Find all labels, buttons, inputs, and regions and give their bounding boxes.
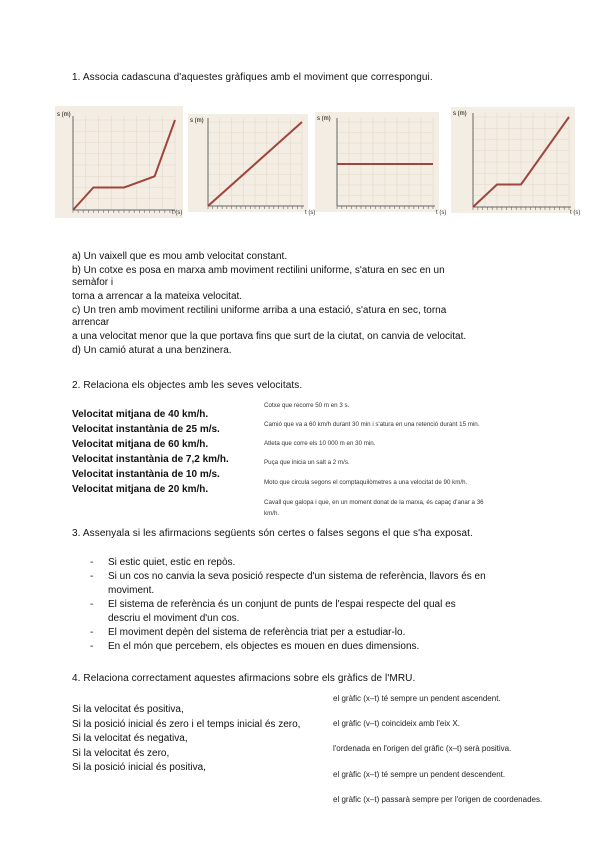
q4-right-item: el gràfic (x–t) té sempre un pendent descendent. <box>333 770 506 779</box>
graph-3-x-label: t (s) <box>436 210 447 216</box>
q2-left-item: Velocitat instantània de 25 m/s. <box>72 424 220 435</box>
q3-title: 3. Assenyala si les afirmacions següents són certes o falses segons el que s'ha exposat. <box>72 528 473 539</box>
q3-item: El moviment depèn del sistema de referència triat per a estudiar-lo. <box>108 627 406 638</box>
q4-left-list <box>72 703 332 776</box>
q3-list <box>90 556 540 654</box>
graph-2-svg <box>188 114 308 212</box>
graph-4-svg <box>451 107 575 213</box>
q4-left-item: Si la velocitat és zero, <box>72 747 170 759</box>
q4-right-item: el gràfic (x–t) té sempre un pendent ascendent. <box>333 694 501 703</box>
q2-left-list <box>72 409 267 499</box>
q1-item-b-cont2: torna a arrencar a la mateixa velocitat. <box>72 291 243 302</box>
q4-right-item: l'ordenada en l'origen del gràfic (x–t) serà positiva. <box>333 744 512 753</box>
bullet-dash-icon: - <box>90 627 94 638</box>
graph-3 <box>315 112 439 212</box>
q4-left-item: Si la velocitat és negativa, <box>72 733 188 744</box>
graph-2-y-label: s (m) <box>190 118 204 124</box>
q1-item-a: a) Un vaixell que es mou amb velocitat constant. <box>72 251 288 262</box>
q3-item: Si un cos no canvia la seva posició respecte d'un sistema de referència, llavors és en <box>108 571 486 582</box>
graph-4-y-label: s (m) <box>453 111 467 117</box>
q2-left-item: Velocitat instantània de 10 m/s. <box>72 469 220 480</box>
q4-right-item: el gràfic (v–t) coincideix amb l'eix X. <box>333 719 460 728</box>
q2-right-item: Puça que inicia un salt a 2 m/s. <box>264 459 350 466</box>
graph-4 <box>451 107 575 213</box>
q3-item-cont: moviment. <box>108 585 155 596</box>
q2-left-item: Velocitat mitjana de 20 km/h. <box>72 484 209 495</box>
bullet-dash-icon: - <box>90 599 94 610</box>
q1-item-d: d) Un camió aturat a una benzinera. <box>72 345 232 356</box>
graph-2-x-label: t (s) <box>305 210 316 216</box>
q2-left-item: Velocitat instantània de 7,2 km/h. <box>72 454 229 465</box>
graph-2 <box>188 114 308 212</box>
q2-title: 2. Relaciona els objectes amb les seves velocitats. <box>72 380 303 391</box>
q1-item-b-cont: semàfor i <box>72 277 114 288</box>
q1-items <box>72 251 592 357</box>
q4-left-item: Si la posició inicial és zero i el temps inicial és zero, <box>72 718 301 730</box>
q2-right-item: Cavall que galopa i que, en un moment donat de la marxa, és capaç d'anar a 36 <box>264 499 484 506</box>
q2-right-item: Cotxe que recorre 50 m en 3 s. <box>264 402 350 409</box>
q2-right-item: Camió que va a 60 km/h durant 30 min i s'atura en una retenció durant 15 min. <box>264 421 480 428</box>
graph-1-y-label: s (m) <box>57 112 71 118</box>
q2-right-item: Atleta que corre els 10 000 m en 30 min. <box>264 440 376 447</box>
q2-right-item-cont: km/h. <box>264 510 280 517</box>
q2-left-item: Velocitat mitjana de 60 km/h. <box>72 439 209 450</box>
q2-left-item: Velocitat mitjana de 40 km/h. <box>72 409 209 420</box>
q2-right-item: Moto que circula segons el comptaquilòmetres a una velocitat de 90 km/h. <box>264 479 468 486</box>
graph-1-x-label: t (s) <box>172 210 183 216</box>
q4-left-item: Si la posició inicial és positiva, <box>72 762 206 773</box>
q3-item: El sistema de referència és un conjunt de punts de l'espai respecte del qual es <box>108 599 456 610</box>
graph-4-x-label: t (s) <box>570 210 581 216</box>
graph-3-y-label: s (m) <box>317 116 331 122</box>
q1-item-c-cont: arrencar <box>72 317 110 328</box>
q4-left-item: Si la velocitat és positiva, <box>72 704 184 715</box>
graph-3-svg <box>315 112 439 212</box>
q1-title: 1. Associa cadascuna d'aquestes gràfiques amb el moviment que correspongui. <box>72 72 433 83</box>
bullet-dash-icon: - <box>90 571 94 582</box>
q1-item-b: b) Un cotxe es posa en marxa amb moviment rectilini uniforme, s'atura en sec en un <box>72 265 445 276</box>
graph-1 <box>55 106 183 218</box>
bullet-dash-icon: - <box>90 557 94 568</box>
q4-title: 4. Relaciona correctament aquestes afirmacions sobre els gràfics de l'MRU. <box>72 673 416 684</box>
q1-item-c: c) Un tren amb moviment rectilini uniforme arriba a una estació, s'atura en sec, torna <box>72 305 447 316</box>
bullet-dash-icon: - <box>90 641 94 652</box>
q1-item-c-cont2: a una velocitat menor que la que portava fins que surt de la ciutat, on canvia de velocitat. <box>72 331 467 342</box>
q3-item: En el món que percebem, els objectes es mouen en dues dimensions. <box>108 641 420 652</box>
q4-right-item: el gràfic (x–t) passarà sempre per l'origen de coordenades. <box>333 795 543 804</box>
q3-item-cont: descriu el moviment d'un cos. <box>108 613 240 624</box>
graph-1-svg <box>55 106 183 218</box>
q3-item: Si estic quiet, estic en repòs. <box>108 557 236 568</box>
